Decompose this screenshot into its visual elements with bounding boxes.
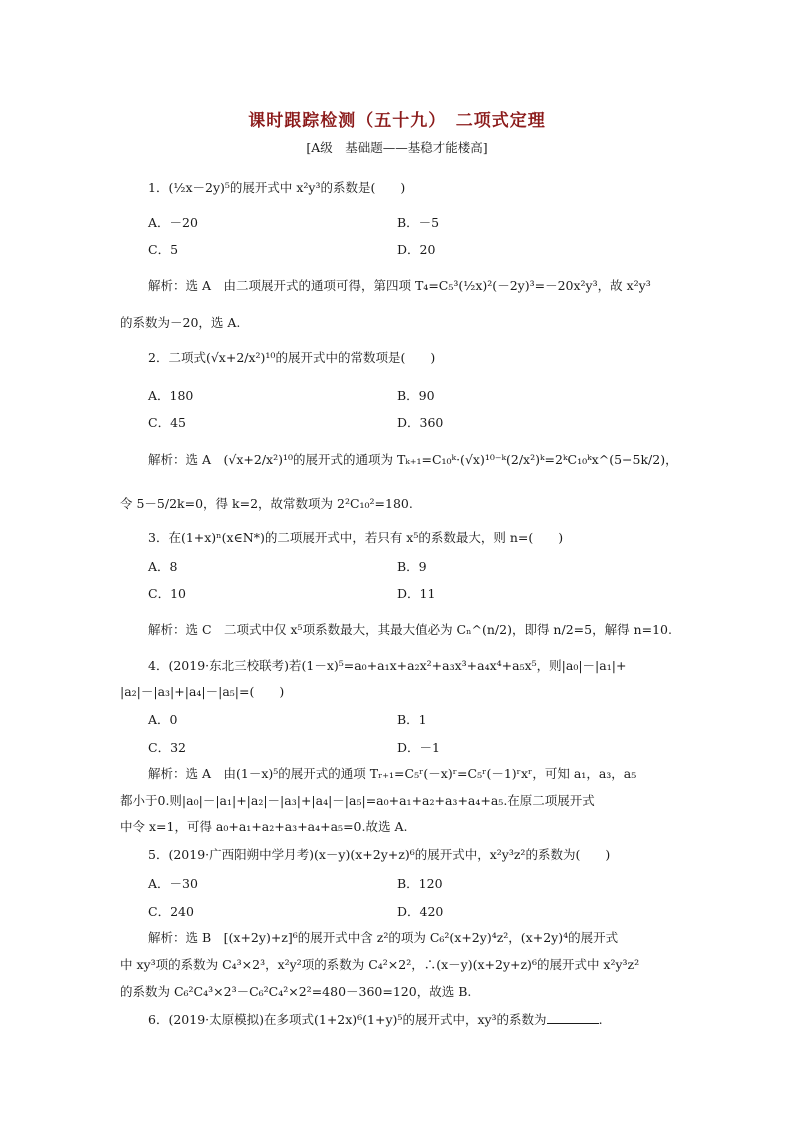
question-4-option-b: B．1 — [397, 712, 427, 727]
question-1-option-c: C．5 — [148, 242, 179, 257]
question-3-option-c: C．10 — [148, 586, 186, 601]
section-subtitle: [A级 基础题——基稳才能楼高] — [306, 140, 488, 155]
question-3-option-b: B．9 — [397, 559, 427, 574]
question-2-option-a: A．180 — [148, 388, 194, 403]
question-1-option-a: A．－20 — [148, 215, 198, 230]
question-5-stem: 5．(2019·广西阳朔中学月考)(x－y)(x+2y+z)⁶的展开式中，x²y³z²的系数为( ) — [148, 847, 611, 862]
question-3-solution-line-1: 解析：选 C 二项式中仅 x⁵项系数最大，其最大值必为 Cₙ^(n/2)，即得 n/2=5，解得 n=10. — [148, 622, 672, 637]
question-1-option-b: B．－5 — [397, 215, 440, 230]
question-3-stem: 3．在(1+x)ⁿ(x∈N*)的二项展开式中，若只有 x⁵的系数最大，则 n=( ) — [148, 530, 564, 545]
question-2-option-b: B．90 — [397, 388, 435, 403]
question-1-stem: 1．(½x－2y)⁵的展开式中 x²y³的系数是( ) — [148, 180, 406, 195]
question-5-option-a: A．－30 — [148, 876, 198, 891]
question-1-option-d: D．20 — [397, 242, 436, 257]
question-5-option-d: D．420 — [397, 904, 444, 919]
page-title: 课时跟踪检测（五十九） 二项式定理 — [248, 111, 546, 131]
question-6-stem: 6．(2019·太原模拟)在多项式(1+2x)⁶(1+y)⁵的展开式中，xy³的系数为 — [148, 1012, 547, 1027]
question-1-solution-line-2: 的系数为－20，选 A. — [120, 315, 241, 330]
question-4-option-d: D．－1 — [397, 740, 440, 755]
question-4-option-a: A．0 — [148, 712, 178, 727]
question-5-solution-line-3: 的系数为 C₆²C₄³×2³－C₆²C₄²×2²=480－360=120，故选 B. — [120, 984, 472, 999]
question-2-option-d: D．360 — [397, 415, 444, 430]
question-4-stem-line-2: |a₂|－|a₃|+|a₄|－|a₅|=( ) — [120, 684, 285, 699]
question-2-solution-line-2: 令 5－5/2k=0，得 k=2，故常数项为 2²C₁₀²=180. — [120, 496, 413, 511]
question-5-solution-line-2: 中 xy³项的系数为 C₄³×2³，x²y²项的系数为 C₄²×2²，∴(x－y)(x+2y+z)⁶的展开式中 x²y³z² — [120, 957, 640, 972]
question-4-solution-line-2: 都小于0.则|a₀|－|a₁|+|a₂|－|a₃|+|a₄|－|a₅|=a₀+a₁+a₂+a₃+a₄+a₅.在原二项展开式 — [120, 793, 595, 808]
question-6-stem-wrapper: 6．(2019·太原模拟)在多项式(1+2x)⁶(1+y)⁵的展开式中，xy³的系数为 . — [148, 1012, 603, 1027]
question-2-stem: 2．二项式(√x+2/x²)¹⁰的展开式中的常数项是( ) — [148, 350, 436, 365]
question-5-option-b: B．120 — [397, 876, 443, 891]
question-4-stem-line-1: 4．(2019·东北三校联考)若(1－x)⁵=a₀+a₁x+a₂x²+a₃x³+a₄x⁴+a₅x⁵，则|a₀|－|a₁|+ — [148, 658, 627, 673]
answer-blank[interactable] — [547, 1011, 599, 1024]
question-2-solution-line-1: 解析：选 A (√x+2/x²)¹⁰的展开式的通项为 Tₖ₊₁=C₁₀ᵏ·(√x)¹⁰⁻ᵏ(2/x²)ᵏ=2ᵏC₁₀ᵏx^(5−5k/2)， — [148, 452, 678, 467]
question-5-option-c: C．240 — [148, 904, 194, 919]
question-2-option-c: C．45 — [148, 415, 186, 430]
question-1-solution-line-1: 解析：选 A 由二项展开式的通项可得，第四项 T₄=C₅³(½x)²(－2y)³=－20x²y³，故 x²y³ — [148, 278, 651, 293]
question-4-solution-line-3: 中令 x=1，可得 a₀+a₁+a₂+a₃+a₄+a₅=0.故选 A. — [120, 819, 408, 834]
question-4-solution-line-1: 解析：选 A 由(1－x)⁵的展开式的通项 Tᵣ₊₁=C₅ʳ(－x)ʳ=C₅ʳ(－1)ʳxʳ，可知 a₁，a₃，a₅ — [148, 766, 637, 781]
question-3-option-d: D．11 — [397, 586, 436, 601]
question-4-option-c: C．32 — [148, 740, 186, 755]
question-5-solution-line-1: 解析：选 B [(x+2y)+z]⁶的展开式中含 z²的项为 C₆²(x+2y)⁴z²，(x+2y)⁴的展开式 — [148, 930, 619, 945]
question-3-option-a: A．8 — [148, 559, 178, 574]
